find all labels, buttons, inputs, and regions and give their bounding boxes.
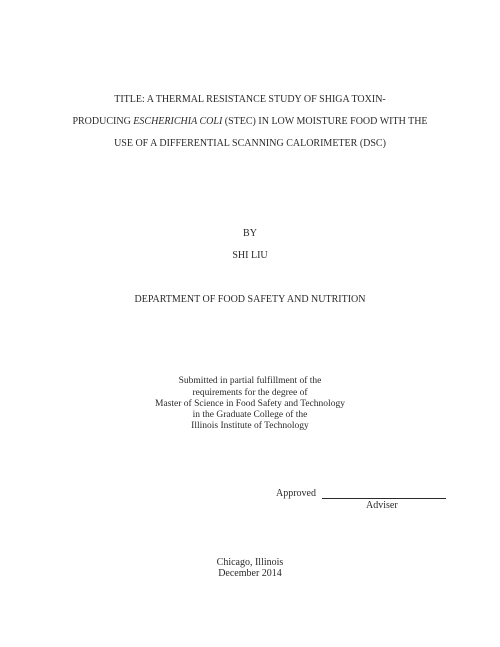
- title-line-2-pre: PRODUCING: [72, 116, 134, 127]
- title-line-3: USE OF A DIFFERENTIAL SCANNING CALORIMETER (DSC): [114, 138, 386, 149]
- adviser-label: Adviser: [366, 500, 398, 511]
- title-line-1: TITLE: A THERMAL RESISTANCE STUDY OF SHIGA TOXIN-: [114, 94, 386, 105]
- approved-label: Approved: [276, 488, 316, 499]
- by-label: BY: [243, 228, 257, 239]
- department-name: DEPARTMENT OF FOOD SAFETY AND NUTRITION: [134, 294, 366, 305]
- submission-line-4: in the Graduate College of the: [192, 410, 308, 420]
- location: Chicago, Illinois: [216, 557, 284, 568]
- date: December 2014: [218, 568, 282, 579]
- submission-line-3: Master of Science in Food Safety and Technology: [155, 399, 345, 409]
- signature-line: [322, 488, 446, 499]
- title-line-2-post: (STEC) IN LOW MOISTURE FOOD WITH THE: [222, 116, 428, 127]
- author-name: SHI LIU: [232, 250, 268, 261]
- submission-line-5: Illinois Institute of Technology: [191, 421, 309, 431]
- title-line-2: [0, 116, 500, 128]
- approval-block: [276, 488, 446, 499]
- submission-line-1: Submitted in partial fulfillment of the: [178, 376, 322, 386]
- title-organism-name: ESCHERICHIA COLI: [133, 116, 223, 127]
- submission-line-2: requirements for the degree of: [192, 388, 308, 398]
